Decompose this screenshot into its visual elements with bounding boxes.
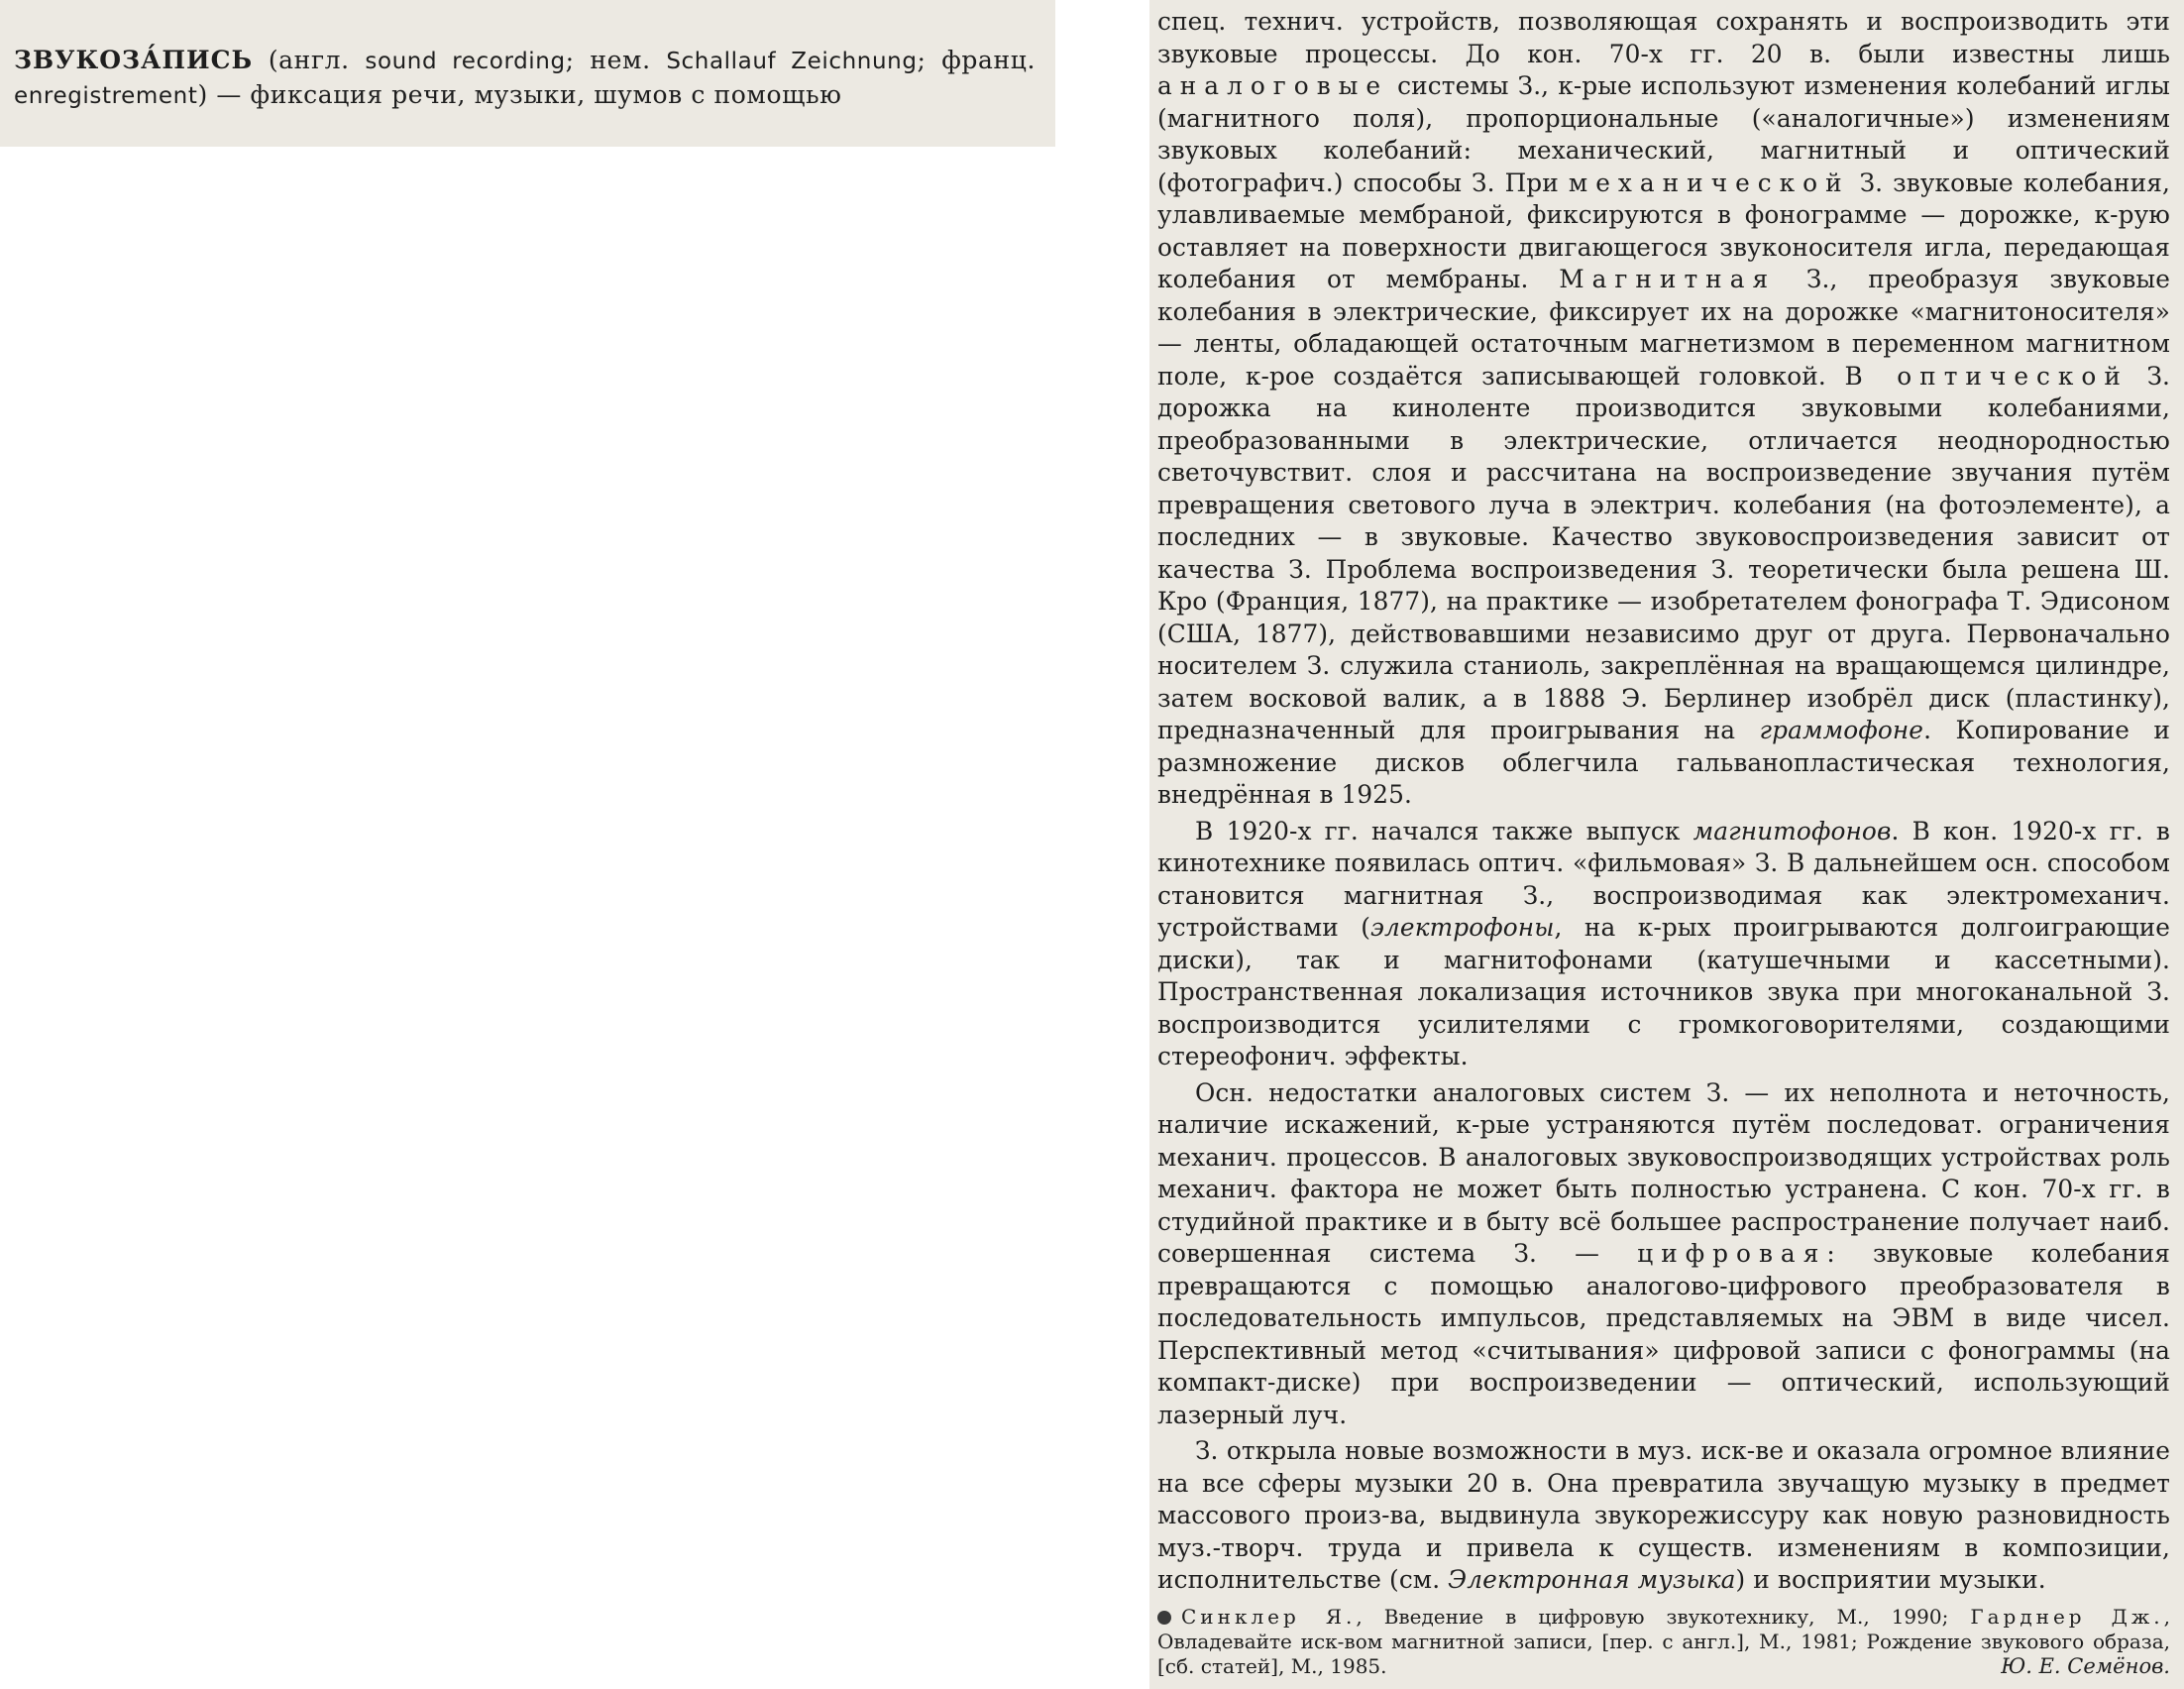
link-electronic-music: Электронная музыка <box>1448 1565 1736 1594</box>
term-magnetic: Магнитная <box>1559 265 1777 293</box>
french-term: enregistrement <box>14 83 198 109</box>
term-digital: цифровая <box>1637 1239 1827 1268</box>
bibliography-bullet-icon <box>1157 1611 1171 1625</box>
term-analog: аналоговые <box>1157 71 1389 100</box>
english-term: sound recording <box>365 49 566 74</box>
entry-start: ЗВУКОЗА́ПИСЬ (англ. sound recording; нем. Schallauf Zeichnung; франц. enregistrement) — фиксация речи, музыки, шумов с помощью <box>14 46 1036 109</box>
paragraph-2: В 1920-х гг. начался также выпуск магнитофонов. В кон. 1920-х гг. в кинотехнике появилась оптич. «фильмовая» З. В дальнейшем осн. способом становится магнитная З., воспроизводимая как электромеханич. устройствами (электрофоны, на к-рых проигрываются долгоиграющие диски), так и магнитофонами (катушечными и кассетными). Пространственная локализация источников звука при многоканальной З. воспроизводится усилителями с громкоговорителями, создающими стереофонич. эффекты. <box>1157 816 2170 1070</box>
right-column <box>1149 0 2184 1689</box>
bib-author-1: Синклер Я. <box>1181 1604 1357 1629</box>
bib-author-2: Гарднер Дж. <box>1970 1604 2164 1629</box>
link-gramophone: граммофоне <box>1759 716 1924 744</box>
paragraph-3: Осн. недостатки аналоговых систем З. — их неполнота и неточность, наличие искажений, к-рые устраняются путём последоват. ограничения механич. процессов. В аналоговых звуковоспроизводящих устройствах роль механич. фактора не может быть полностью устранена. С кон. 70-х гг. в студийной практике и в быту всё большее распространение получает наиб. совершенная система З. — цифровая: звуковые колебания превращаются с помощью аналогово-цифрового преобразователя в последовательность импульсов, представляемых на ЭВМ в виде чисел. Перспективный метод «считывания» цифровой записи с фонограммы (на компакт-диске) при воспроизведении — оптический, использующий лазерный луч. <box>1157 1077 2170 1429</box>
paragraph-1: спец. технич. устройств, позволяющая сохранять и воспроизводить эти звуковые процессы. До кон. 70-х гг. 20 в. были известны лишь аналоговые системы З., к-рые используют изменения колебаний иглы (магнитного поля), пропорциональные («аналогичные») изменениям звуковых колебаний: механический, магнитный и оптический (фотографич.) способы З. При механической З. звуковые колебания, улавливаемые мембраной, фиксируются в фонограмме — дорожке, к-рую оставляет на поверхности двигающегося звуконосителя игла, передающая колебания от мембраны. Магнитная З., преобразуя звуковые колебания в электрические, фиксирует их на дорожке «магнитоносителя» — ленты, обладающей остаточным магнетизмом в переменном магнитном поле, к-рое создаётся записывающей головкой. В оптической З. дорожка на киноленте производится звуковыми колебаниями, преобразованными в электрические, отличается неоднородностью светочувствит. слоя и рассчитана на воспроизведение звучания путём превращения светового луча в электрич. колебания (на фотоэлементе), а последних — в звуковые. Качество звуковоспроизведения зависит от качества З. Проблема воспроизведения З. теоретически была решена Ш. Кро (Франция, 1877), на практике — изобретателем фонографа Т. Эдисоном (США, 1877), действовавшими независимо друг от друга. Первоначально носителем З. служила станиоль, закреплённая на вращающемся цилиндре, затем восковой валик, а в 1888 Э. Берлинер изобрёл диск (пластинку), предназначенный для проигрывания на граммофоне. Копирование и размножение дисков облегчила гальванопластическая технология, внедрённая в 1925. <box>1157 7 2171 809</box>
bibliography: Синклер Я., Введение в цифровую звукотехнику, М., 1990; Гарднер Дж., Овладевайте иск-вом магнитной записи, [пер. с англ.], М., 1981; Рождение звукового образа, [сб. статей], М., 1985. Ю. Е. Семёнов. <box>1157 1604 2170 1678</box>
left-column-fragment <box>0 0 1055 147</box>
article-author: Ю. Е. Семёнов. <box>2001 1653 2170 1678</box>
german-term: Schallauf Zeichnung <box>666 49 918 74</box>
headword: ЗВУКОЗА́ПИСЬ <box>14 46 254 74</box>
term-mechanical: механической <box>1568 168 1850 197</box>
term-optical: В оптической <box>1844 361 2129 391</box>
link-electrophones: электрофоны <box>1370 913 1555 942</box>
paragraph-4: З. открыла новые возможности в муз. иск-ве и оказала огромное влияние на все сферы музыки 20 в. Она превратила звучащую музыку в предмет массового произ-ва, выдвинула звукорежиссуру как новую разновидность муз.-творч. труда и привела к существ. изменениям в композиции, исполнительстве (см. Электронная музыка) и восприятии музыки. <box>1157 1436 2170 1594</box>
link-magnetophones: магнитофонов <box>1693 816 1892 845</box>
